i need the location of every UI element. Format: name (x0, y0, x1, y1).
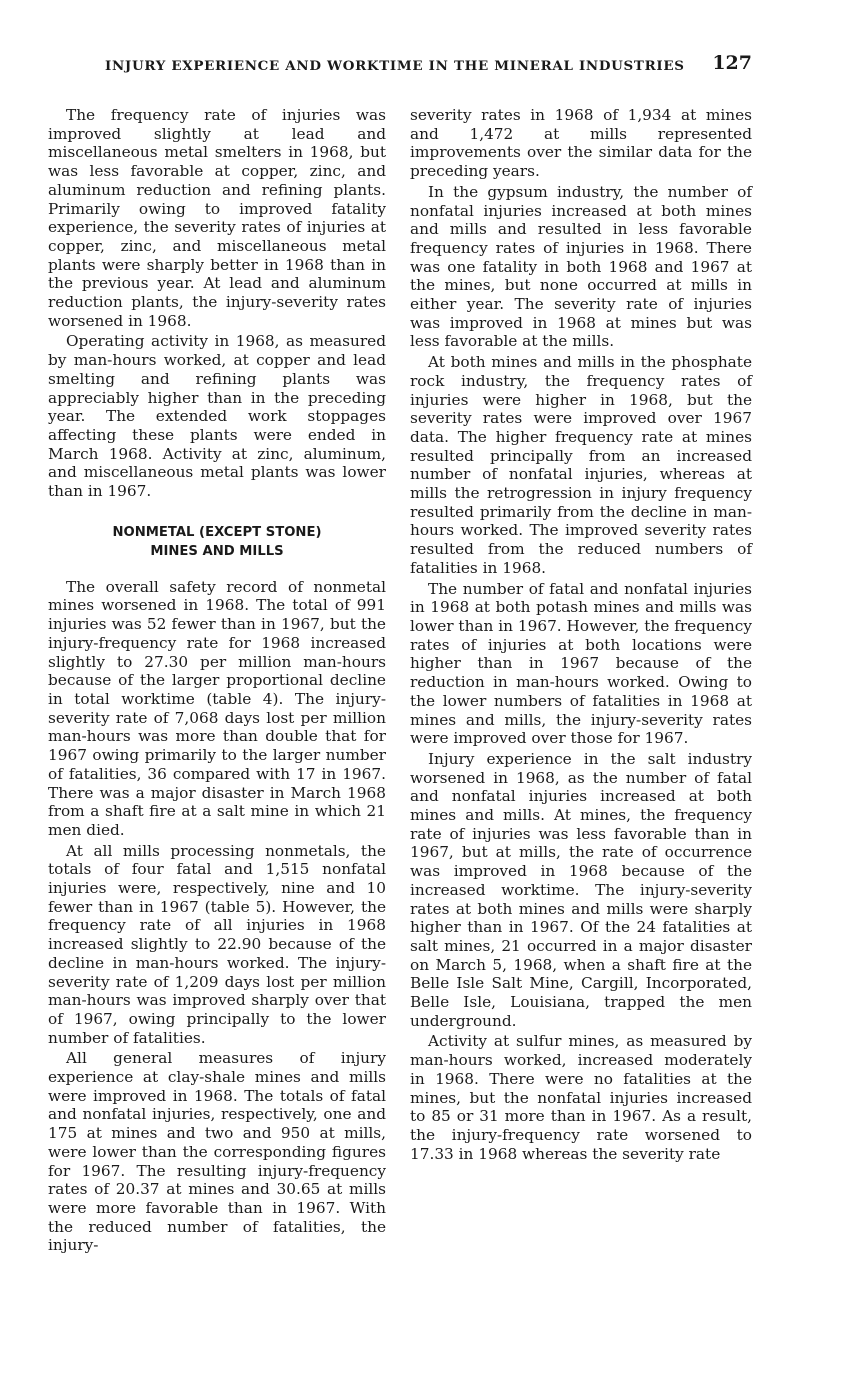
paragraph-nonmetal-overall: The overall safety record of nonmetal mines worsened in 1968. The total of 991 injuries was 52 fewer than in 1967, but the injury-frequency rate for 1968 increased slightly to 27.30 per million man-hours because of the larger proportional decline in total worktime (table 4). The injury-severity rate of 7,068 days lost per million man-hours was more than double that for 1967 owing primarily to the larger number of fatalities, 36 compared with 17 in 1967. There was a major disaster in March 1968 from a shaft fire at a salt mine in which 21 men died. (48, 577, 386, 839)
right-column (410, 106, 752, 1165)
paragraph-gypsum: In the gypsum industry, the number of nonfatal injuries increased at both mines and mills and resulted in less favorable frequency rates of injuries in 1968. There was one fatality in both 1968 and 1967 at the mines, but none occurred at mills in either year. The severity rate of injuries was improved in 1968 at mines but was less favorable at the mills. (410, 182, 752, 351)
running-head: INJURY EXPERIENCE AND WORKTIME IN THE MINERAL INDUSTRIES (105, 58, 685, 74)
paragraph-phosphate-rock: At both mines and mills in the phosphate rock industry, the frequency rates of injuries were higher in 1968, but the severity rates were improved over 1967 data. The higher frequency rate at mines resulted principally from an increased number of nonfatal injuries, whereas at mills the retrogression in injury frequency resulted primarily from the decline in man-hours worked. The improved severity rates resulted from the reduced numbers of fatalities in 1968. (410, 353, 752, 577)
paragraph-potash: The number of fatal and nonfatal injuries in 1968 at both potash mines and mills was lower than in 1967. However, the frequency rates of injuries at both locations were higher than in 1967 because of the reduction in man-hours worked. Owing to the lower numbers of fatalities in 1968 at mines and mills, the injury-severity rates were improved over those for 1967. (410, 579, 752, 748)
paragraph-nonmetal-mills: At all mills processing nonmetals, the totals of four fatal and 1,515 nonfatal injuries were, respectively, nine and 10 fewer than in 1967 (table 5). However, the frequency rate of all injuries in 1968 increased slightly to 22.90 because of the decline in man-hours worked. The injury-severity rate of 1,209 days lost per million man-hours was improved sharply over that of 1967, owing principally to the lower number of fatalities. (48, 841, 386, 1047)
left-column (48, 106, 386, 1257)
section-heading-line-1: NONMETAL (EXCEPT STONE) (112, 524, 322, 540)
paragraph-smelters-frequency: The frequency rate of injuries was improved slightly at lead and miscellaneous metal smelters in 1968, but was less favorable at copper, zinc, and aluminum reduction and refining plants. Primarily owing to improved fatality experience, the severity rates of injuries at copper, zinc, and miscellaneous metal plants were sharply better in 1968 than in the previous year. At lead and aluminum reduction plants, the injury-severity rates worsened in 1968. (48, 106, 386, 330)
page-number: 127 (712, 52, 752, 74)
page-header (0, 52, 859, 82)
paragraph-clay-shale-continued: severity rates in 1968 of 1,934 at mines and 1,472 at mills represented improvements over the similar data for the preceding years. (410, 106, 752, 181)
paragraph-sulfur: Activity at sulfur mines, as measured by man-hours worked, increased moderately in 1968. There were no fatalities at the mines, but the nonfatal injuries increased to 85 or 31 more than in 1967. As a result, the injury-frequency rate worsened to 17.33 in 1968 whereas the severity rate (410, 1032, 752, 1163)
section-heading (48, 523, 386, 561)
paragraph-salt: Injury experience in the salt industry worsened in 1968, as the number of fatal and nonfatal injuries increased at both mines and mills. At mines, the frequency rate of injuries was less favorable than in 1967, but at mills, the rate of occurrence was improved in 1968 because of the increased worktime. The injury-severity rates at both mines and mills were sharply higher than in 1967. Of the 24 fatalities at salt mines, 21 occurred in a major disaster on March 5, 1968, when a shaft fire at the Belle Isle Salt Mine, Cargill, Incorporated, Belle Isle, Louisiana, trapped the men underground. (410, 749, 752, 1030)
section-heading-line-2: MINES AND MILLS (150, 543, 284, 559)
paragraph-clay-shale: All general measures of injury experience at clay-shale mines and mills were improved in 1968. The totals of fatal and nonfatal injuries, respectively, one and 175 at mines and two and 950 at mills, were lower than the corresponding figures for 1967. The resulting injury-frequency rates of 20.37 at mines and 30.65 at mills were more favorable than in 1967. With the reduced number of fatalities, the injury- (48, 1049, 386, 1255)
paragraph-operating-activity: Operating activity in 1968, as measured by man-hours worked, at copper and lead smelting and refining plants was appreciably higher than in the preceding year. The extended work stoppages affecting these plants were ended in March 1968. Activity at zinc, aluminum, and miscellaneous metal plants was lower than in 1967. (48, 332, 386, 501)
